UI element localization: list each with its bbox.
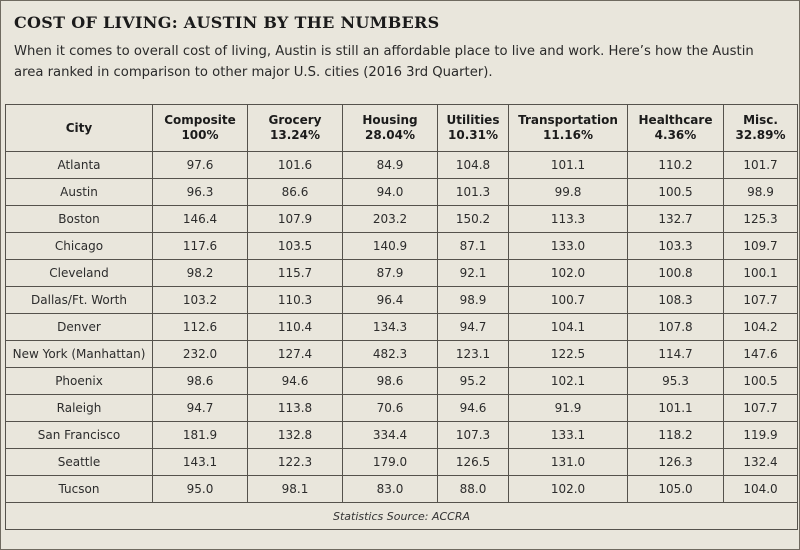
value-cell: 147.6 [724, 341, 798, 368]
value-cell: 133.1 [509, 422, 628, 449]
value-cell: 150.2 [438, 206, 509, 233]
city-cell: Phoenix [6, 368, 153, 395]
value-cell: 100.5 [724, 368, 798, 395]
value-cell: 115.7 [248, 260, 343, 287]
value-cell: 122.5 [509, 341, 628, 368]
city-cell: Chicago [6, 233, 153, 260]
header-utilities [438, 105, 509, 152]
value-cell: 146.4 [153, 206, 248, 233]
source-row [6, 503, 798, 530]
value-cell: 86.6 [248, 179, 343, 206]
table-row [6, 233, 798, 260]
header-name: Transportation [518, 113, 618, 127]
value-cell: 94.6 [438, 395, 509, 422]
value-cell: 334.4 [343, 422, 438, 449]
value-cell: 100.8 [628, 260, 724, 287]
value-cell: 94.6 [248, 368, 343, 395]
header-weight: 32.89% [735, 128, 786, 142]
value-cell: 95.3 [628, 368, 724, 395]
value-cell: 98.9 [724, 179, 798, 206]
intro-text: When it comes to overall cost of living, Austin is still an affordable place to live and work. Here’s how the Austin area ranked in comparison to other major U.S. cities (2016 3rd Quarter). [14, 44, 754, 80]
value-cell: 101.7 [724, 152, 798, 179]
value-cell: 87.1 [438, 233, 509, 260]
value-cell: 119.9 [724, 422, 798, 449]
value-cell: 122.3 [248, 449, 343, 476]
header-city: City [6, 105, 153, 152]
value-cell: 102.0 [509, 260, 628, 287]
value-cell: 107.8 [628, 314, 724, 341]
table-row [6, 260, 798, 287]
cost-of-living-table [5, 104, 798, 530]
value-cell: 94.7 [153, 395, 248, 422]
city-cell: Austin [6, 179, 153, 206]
value-cell: 103.5 [248, 233, 343, 260]
value-cell: 107.3 [438, 422, 509, 449]
header-name: Misc. [743, 113, 778, 127]
value-cell: 104.2 [724, 314, 798, 341]
value-cell: 70.6 [343, 395, 438, 422]
value-cell: 134.3 [343, 314, 438, 341]
value-cell: 179.0 [343, 449, 438, 476]
value-cell: 104.0 [724, 476, 798, 503]
value-cell: 105.0 [628, 476, 724, 503]
header-name: Grocery [268, 113, 322, 127]
header-weight: 13.24% [270, 128, 320, 142]
value-cell: 95.2 [438, 368, 509, 395]
value-cell: 103.3 [628, 233, 724, 260]
value-cell: 100.1 [724, 260, 798, 287]
value-cell: 104.1 [509, 314, 628, 341]
value-cell: 127.4 [248, 341, 343, 368]
header-weight: 28.04% [365, 128, 415, 142]
table-row [6, 206, 798, 233]
header-grocery [248, 105, 343, 152]
value-cell: 181.9 [153, 422, 248, 449]
value-cell: 98.6 [343, 368, 438, 395]
header-row [6, 105, 798, 152]
value-cell: 113.3 [509, 206, 628, 233]
table-row [6, 422, 798, 449]
value-cell: 98.6 [153, 368, 248, 395]
value-cell: 126.3 [628, 449, 724, 476]
header-weight: 11.16% [543, 128, 593, 142]
table-row [6, 314, 798, 341]
table-row [6, 287, 798, 314]
value-cell: 96.4 [343, 287, 438, 314]
header-transportation [509, 105, 628, 152]
value-cell: 95.0 [153, 476, 248, 503]
value-cell: 123.1 [438, 341, 509, 368]
city-cell: Cleveland [6, 260, 153, 287]
value-cell: 99.8 [509, 179, 628, 206]
value-cell: 109.7 [724, 233, 798, 260]
value-cell: 101.1 [628, 395, 724, 422]
value-cell: 126.5 [438, 449, 509, 476]
value-cell: 107.7 [724, 395, 798, 422]
value-cell: 114.7 [628, 341, 724, 368]
value-cell: 132.4 [724, 449, 798, 476]
table-row [6, 152, 798, 179]
value-cell: 100.5 [628, 179, 724, 206]
value-cell: 96.3 [153, 179, 248, 206]
value-cell: 94.0 [343, 179, 438, 206]
value-cell: 97.6 [153, 152, 248, 179]
value-cell: 117.6 [153, 233, 248, 260]
header-name: Healthcare [638, 113, 713, 127]
page-title: COST OF LIVING: AUSTIN BY THE NUMBERS [14, 13, 440, 32]
header-weight: 10.31% [448, 128, 498, 142]
source-note: Statistics Source: ACCRA [6, 503, 798, 530]
value-cell: 108.3 [628, 287, 724, 314]
value-cell: 94.7 [438, 314, 509, 341]
header-misc [724, 105, 798, 152]
value-cell: 101.6 [248, 152, 343, 179]
header-name: Housing [362, 113, 418, 127]
value-cell: 91.9 [509, 395, 628, 422]
header-weight: 100% [181, 128, 219, 142]
city-cell: Boston [6, 206, 153, 233]
table-row [6, 368, 798, 395]
city-cell: Atlanta [6, 152, 153, 179]
header-name: Composite [164, 113, 236, 127]
table-body [6, 152, 798, 503]
value-cell: 132.8 [248, 422, 343, 449]
value-cell: 143.1 [153, 449, 248, 476]
value-cell: 107.9 [248, 206, 343, 233]
table-row [6, 179, 798, 206]
city-cell: Seattle [6, 449, 153, 476]
value-cell: 107.7 [724, 287, 798, 314]
value-cell: 103.2 [153, 287, 248, 314]
header-composite [153, 105, 248, 152]
value-cell: 140.9 [343, 233, 438, 260]
value-cell: 203.2 [343, 206, 438, 233]
city-cell: Dallas/Ft. Worth [6, 287, 153, 314]
value-cell: 112.6 [153, 314, 248, 341]
header-housing [343, 105, 438, 152]
value-cell: 110.4 [248, 314, 343, 341]
table-row [6, 395, 798, 422]
value-cell: 98.2 [153, 260, 248, 287]
value-cell: 104.8 [438, 152, 509, 179]
header-weight: 4.36% [654, 128, 697, 142]
value-cell: 110.3 [248, 287, 343, 314]
value-cell: 84.9 [343, 152, 438, 179]
value-cell: 102.0 [509, 476, 628, 503]
table-row [6, 449, 798, 476]
value-cell: 133.0 [509, 233, 628, 260]
value-cell: 101.1 [509, 152, 628, 179]
city-cell: New York (Manhattan) [6, 341, 153, 368]
value-cell: 132.7 [628, 206, 724, 233]
value-cell: 83.0 [343, 476, 438, 503]
table-row [6, 476, 798, 503]
value-cell: 482.3 [343, 341, 438, 368]
value-cell: 87.9 [343, 260, 438, 287]
value-cell: 131.0 [509, 449, 628, 476]
value-cell: 232.0 [153, 341, 248, 368]
value-cell: 118.2 [628, 422, 724, 449]
city-cell: San Francisco [6, 422, 153, 449]
value-cell: 98.1 [248, 476, 343, 503]
city-cell: Tucson [6, 476, 153, 503]
value-cell: 101.3 [438, 179, 509, 206]
value-cell: 102.1 [509, 368, 628, 395]
value-cell: 88.0 [438, 476, 509, 503]
header-name: Utilities [446, 113, 500, 127]
value-cell: 113.8 [248, 395, 343, 422]
value-cell: 110.2 [628, 152, 724, 179]
value-cell: 98.9 [438, 287, 509, 314]
table-row [6, 341, 798, 368]
header-healthcare [628, 105, 724, 152]
city-cell: Denver [6, 314, 153, 341]
value-cell: 125.3 [724, 206, 798, 233]
value-cell: 92.1 [438, 260, 509, 287]
value-cell: 100.7 [509, 287, 628, 314]
city-cell: Raleigh [6, 395, 153, 422]
